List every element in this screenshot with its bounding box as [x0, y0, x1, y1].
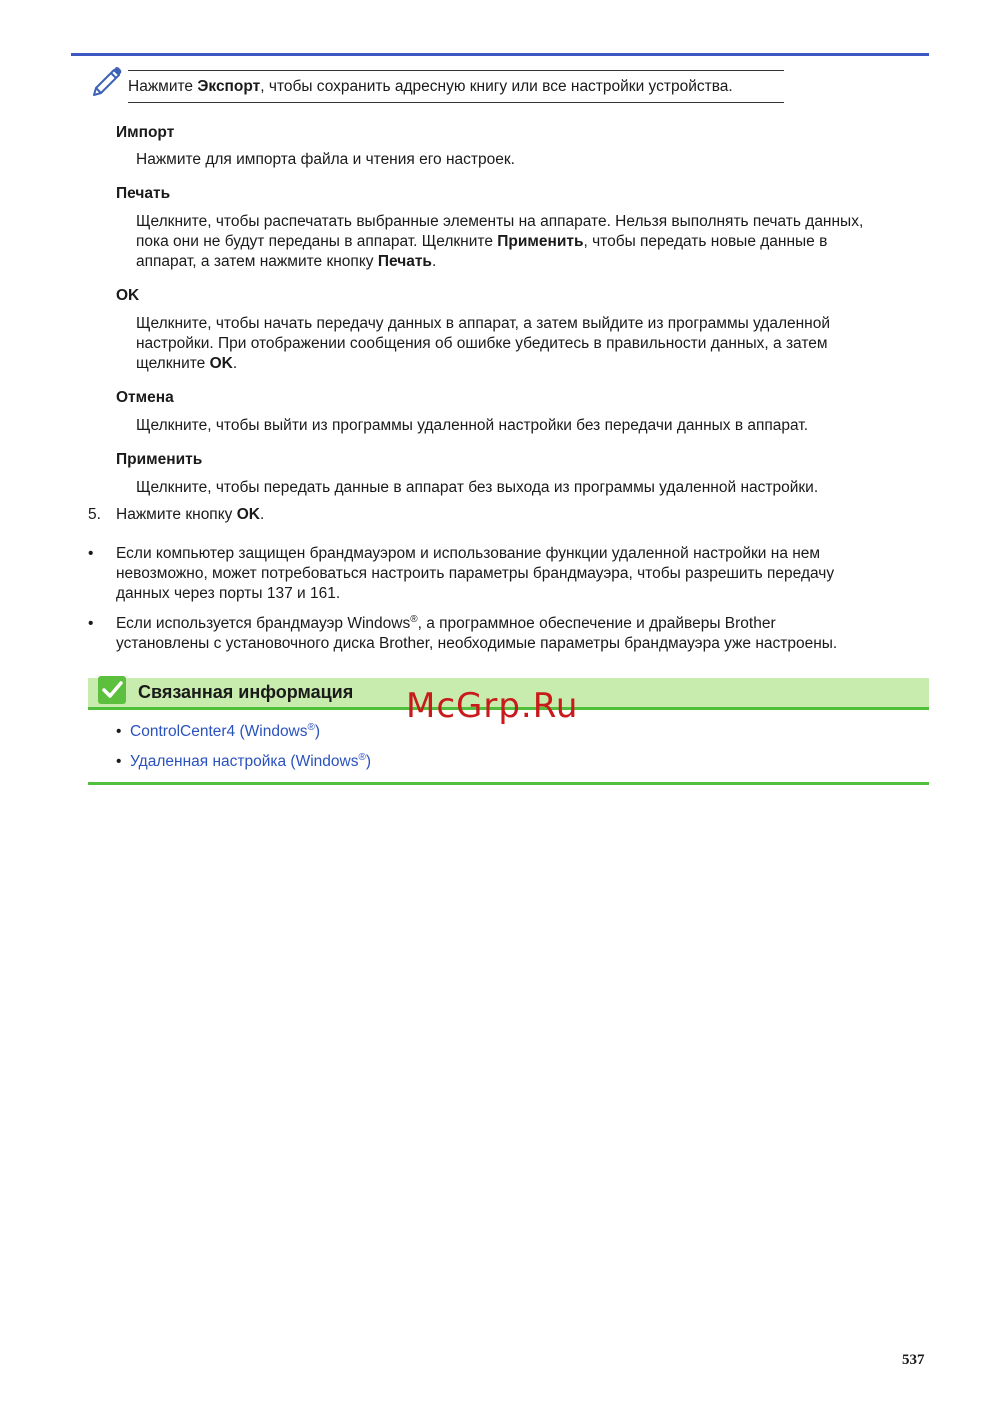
term-apply: Применить	[116, 451, 203, 468]
top-rule	[71, 53, 929, 56]
bullet-1-line1: Если компьютер защищен брандмауэром и использование функции удаленной настройки на нем	[116, 545, 821, 562]
term-cancel: Отмена	[116, 389, 174, 406]
page-number: 537	[902, 1352, 925, 1368]
checkmark-icon	[98, 676, 126, 704]
watermark: McGrp.Ru	[406, 686, 579, 726]
related-info-bottom-rule	[88, 782, 929, 785]
bullet-2-line1: Если используется брандмауэр Windows®, а программное обеспечение и драйверы Brother	[116, 613, 776, 632]
desc-ok-line2: настройки. При отображении сообщения об ошибке убедитесь в правильности данных, а затем	[136, 335, 828, 352]
desc-import: Нажмите для импорта файла и чтения его настроек.	[136, 151, 515, 168]
bullet-marker: •	[88, 615, 94, 632]
link-controlcenter4[interactable]: ControlCenter4 (Windows®)	[130, 721, 321, 740]
desc-cancel: Щелкните, чтобы выйти из программы удаленной настройки без передачи данных в аппарат.	[136, 417, 808, 434]
note-bottom-rule	[128, 102, 784, 103]
related-link-item: • ControlCenter4 (Windows®)	[116, 721, 321, 740]
term-ok: OK	[116, 287, 140, 304]
desc-apply: Щелкните, чтобы передать данные в аппарат без выхода из программы удаленной настройки.	[136, 479, 819, 496]
link-remote-setup[interactable]: Удаленная настройка (Windows®)	[130, 751, 372, 770]
note-text: Нажмите Экспорт, чтобы сохранить адресную книгу или все настройки устройства.	[128, 78, 733, 95]
note-top-rule	[128, 70, 784, 71]
desc-ok-line3: щелкните OK.	[136, 355, 238, 372]
term-import: Импорт	[116, 124, 175, 141]
related-link-item: • Удаленная настройка (Windows®)	[116, 751, 372, 770]
bullet-1-line3: данных через порты 137 и 161.	[116, 585, 341, 602]
term-print: Печать	[116, 185, 171, 202]
desc-print-line3: аппарат, а затем нажмите кнопку Печать.	[136, 253, 437, 270]
step-number: 5.	[88, 506, 101, 523]
desc-print-line2: пока они не будут переданы в аппарат. Щелкните Применить, чтобы передать новые данные в	[136, 233, 828, 250]
bullet-2-line2: установлены с установочного диска Brother, необходимые параметры брандмауэра уже настроены.	[116, 635, 838, 652]
desc-ok-line1: Щелкните, чтобы начать передачу данных в аппарат, а затем выйдите из программы удаленной	[136, 315, 831, 332]
pencil-note-icon	[88, 64, 126, 96]
step-5-text: Нажмите кнопку OK.	[116, 506, 265, 523]
bullet-marker: •	[88, 545, 94, 562]
related-info-title: Связанная информация	[138, 682, 354, 702]
bullet-1-line2: невозможно, может потребоваться настроить параметры брандмауэра, чтобы разрешить передачу	[116, 565, 835, 582]
desc-print-line1: Щелкните, чтобы распечатать выбранные элементы на аппарате. Нельзя выполнять печать данных,	[136, 213, 864, 230]
